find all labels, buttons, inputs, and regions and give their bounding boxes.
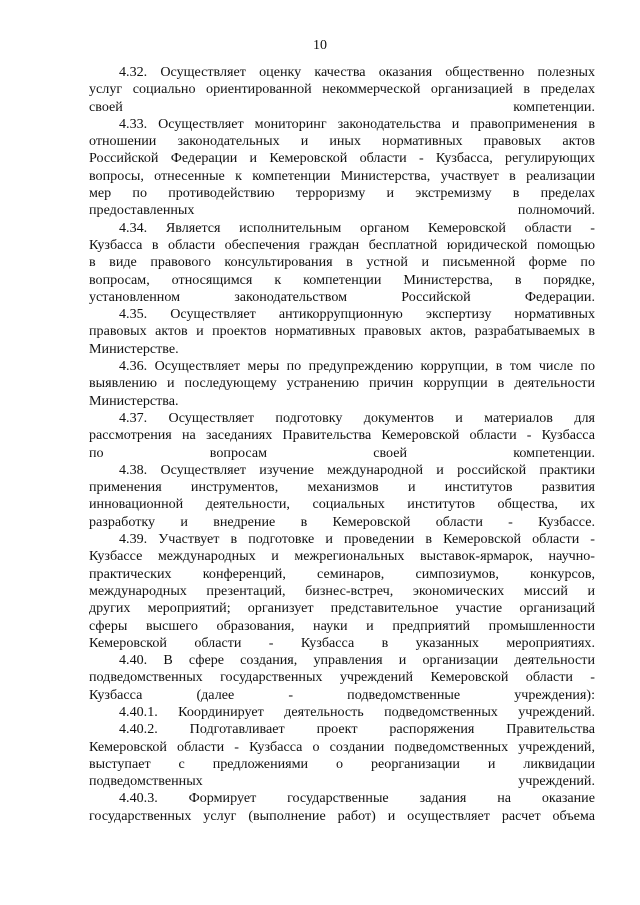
text-line: международных презентаций, бизнес-встреч, экономических миссий и (89, 582, 595, 599)
text-line: разработку и внедрение в Кемеровской области - Кузбассе. (89, 513, 595, 530)
text-line: мер по противодействию терроризму и экстремизму в пределах (89, 185, 595, 202)
text-line: 4.39. Участвует в подготовке и проведении в Кемеровской области - (119, 531, 595, 548)
paragraph-4-40-3 (89, 790, 595, 825)
text-line: государственных услуг (выполнение работ) и осуществляет расчет объема (89, 807, 595, 824)
text-line: 4.40. В сфере создания, управления и организации деятельности (119, 652, 595, 669)
text-line: Кемеровской области - Кузбасса в указанных мероприятиях. (89, 634, 595, 651)
text-line: 4.36. Осуществляет меры по предупреждению коррупции, в том числе по (119, 358, 595, 375)
text-line: других мероприятий; организует представительное участие организаций (89, 600, 595, 617)
text-line: услуг социально ориентированной некоммерческой организацией в пределах (89, 81, 595, 98)
text-line: рассмотрения на заседаниях Правительства Кемеровской области - Кузбасса (89, 427, 595, 444)
text-line: вопросы, отнесенные к компетенции Министерства, участвует в реализации (89, 167, 595, 184)
text-line: 4.35. Осуществляет антикоррупционную экспертизу нормативных (119, 306, 595, 323)
text-line: подведомственных государственных учреждений Кемеровской области - (89, 669, 595, 686)
paragraph-4-35 (89, 306, 595, 358)
text-line: подведомственных учреждений. (89, 773, 595, 790)
document-body (89, 64, 595, 825)
text-line: 4.40.1. Координирует деятельность подведомственных учреждений. (119, 703, 595, 720)
text-line: 4.38. Осуществляет изучение международной и российской практики (119, 461, 595, 478)
paragraph-4-40 (89, 652, 595, 704)
text-line: 4.40.3. Формирует государственные задания на оказание (119, 790, 595, 807)
text-line: Российской Федерации и Кемеровской области - Кузбасса, регулирующих (89, 150, 595, 167)
text-line: установленном законодательством Российской Федерации. (89, 288, 595, 305)
text-line: Кемеровской области - Кузбасса о создании подведомственных учреждений, (89, 738, 595, 755)
text-line: выявлению и последующему устранению причин коррупции в деятельности (89, 375, 595, 392)
paragraph-4-39 (89, 531, 595, 652)
page-number: 10 (313, 38, 327, 53)
text-line: применения инструментов, механизмов и институтов развития (89, 479, 595, 496)
paragraph-4-40-2 (89, 721, 595, 790)
text-line: правовых актов и проектов нормативных правовых актов, разрабатываемых в (89, 323, 595, 340)
text-line: выступает с предложениями о реорганизации и ликвидации (89, 755, 595, 772)
text-line: вопросам, относящимся к компетенции Министерства, в порядке, (89, 271, 595, 288)
text-line: 4.37. Осуществляет подготовку документов и материалов для (119, 409, 595, 426)
paragraph-4-38 (89, 462, 595, 531)
text-line: своей компетенции. (89, 98, 595, 115)
text-line: в виде правового консультирования в устной и письменной форме по (89, 254, 595, 271)
text-line: инновационной деятельности, социальных институтов общества, их (89, 496, 595, 513)
paragraph-4-32 (89, 64, 595, 116)
paragraph-4-34 (89, 220, 595, 306)
text-line: Кузбассе международных и межрегиональных выставок-ярмарок, научно- (89, 548, 595, 565)
text-line: 4.40.2. Подготавливает проект распоряжения Правительства (119, 721, 595, 738)
text-line: 4.33. Осуществляет мониторинг законодательства и правоприменения в (119, 115, 595, 132)
text-line: Министерства. (89, 392, 179, 409)
text-line: Кузбасса в области обеспечения граждан бесплатной юридической помощью (89, 236, 595, 253)
paragraph-4-40-1 (89, 704, 595, 721)
text-line: отношении законодательных и иных нормативных правовых актов (89, 133, 595, 150)
paragraph-4-33 (89, 116, 595, 220)
text-line: Кузбасса (далее - подведомственные учреждения): (89, 686, 595, 703)
text-line: 4.34. Является исполнительным органом Кемеровской области - (119, 219, 595, 236)
text-line: по вопросам своей компетенции. (89, 444, 595, 461)
text-line: практических конференций, семинаров, симпозиумов, конкурсов, (89, 565, 595, 582)
paragraph-4-37 (89, 410, 595, 462)
text-line: Министерстве. (89, 340, 179, 357)
text-line: 4.32. Осуществляет оценку качества оказания общественно полезных (119, 64, 595, 80)
text-line: сферы высшего образования, науки и предприятий промышленности (89, 617, 595, 634)
paragraph-4-36 (89, 358, 595, 410)
text-line: предоставленных полномочий. (89, 202, 595, 219)
